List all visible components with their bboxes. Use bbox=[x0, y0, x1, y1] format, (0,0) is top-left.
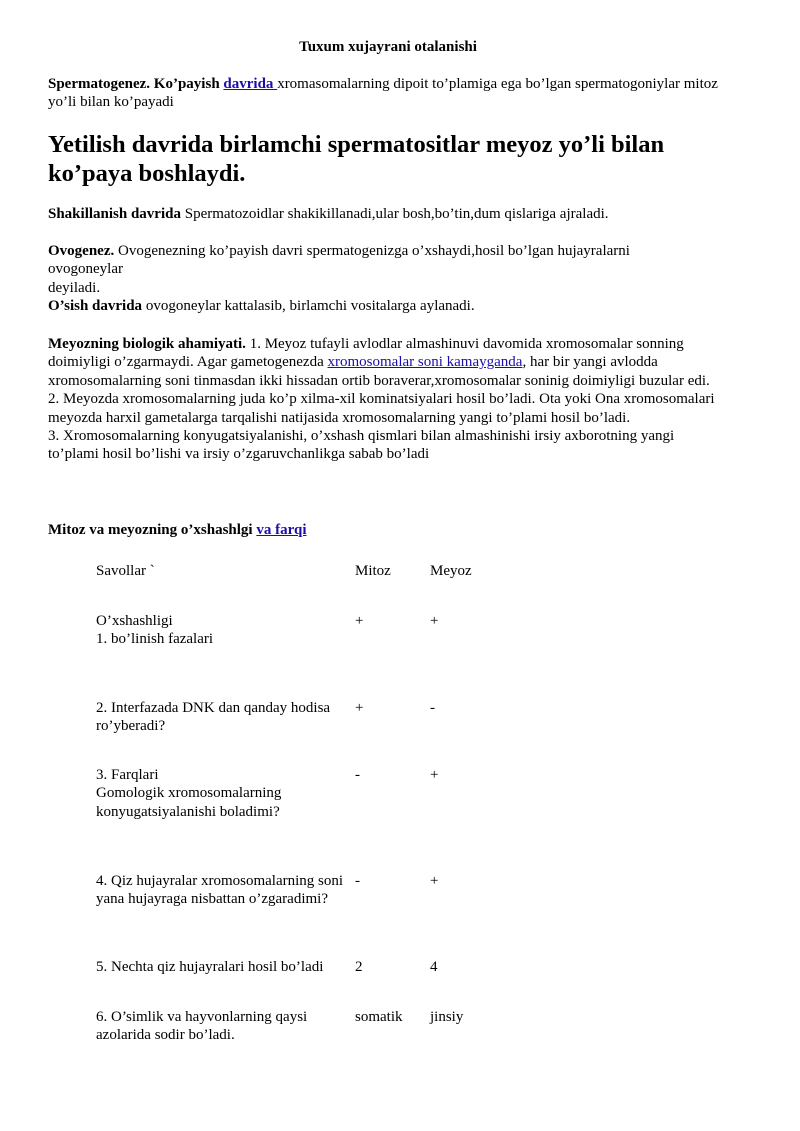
table-cell-meyoz: 4 bbox=[430, 959, 438, 975]
table-row bbox=[96, 1008, 520, 1048]
paragraph-text-line2: deyiladi. bbox=[48, 279, 101, 296]
paragraph-spermatogenez bbox=[48, 75, 728, 112]
section-heading: Yetilish davrida birlamchi spermatositlar meyoz yo’li bilan ko’paya boshlaydi. bbox=[48, 131, 665, 187]
paragraph-bold: Meyozning biologik ahamiyati. bbox=[48, 336, 246, 352]
table-row bbox=[96, 612, 520, 699]
table-cell-mitoz: + bbox=[355, 613, 364, 629]
cell-text: Gomologik xromosomalarning konyugatsiyalanishi boladimi? bbox=[96, 785, 282, 820]
table-header-row bbox=[96, 562, 520, 612]
section-mitoz-meyoz bbox=[48, 521, 728, 539]
table-header-cell: Meyoz bbox=[430, 563, 472, 579]
table-cell-question: 5. Nechta qiz hujayralari hosil bo’ladi bbox=[96, 959, 324, 975]
table-cell-question bbox=[96, 766, 355, 872]
table-row bbox=[96, 699, 520, 766]
va-farqi-link[interactable]: va farqi bbox=[256, 522, 307, 538]
paragraph-bold: O’sish davrida bbox=[48, 298, 143, 314]
table-header-cell: Mitoz bbox=[355, 563, 391, 579]
paragraph-meyoz-ahamiyati bbox=[48, 335, 728, 464]
table-row bbox=[96, 766, 520, 872]
xromosomalar-link[interactable]: xromosomalar soni kamayganda bbox=[327, 354, 523, 371]
comparison-table bbox=[96, 562, 520, 1048]
table-cell-meyoz: + bbox=[430, 873, 439, 889]
cell-text: O’xshashligi bbox=[96, 613, 173, 629]
paragraph-text: 1. Meyoz tufayli avlodlar almashinuvi davomida xromosomalar sonning doimiyligi o’zgarmaydi. Agar gametogenezda bbox=[48, 336, 684, 371]
paragraph-bold: Shakillanish davrida bbox=[48, 206, 181, 222]
table-cell-question bbox=[96, 612, 355, 699]
table-cell-question: 4. Qiz hujayralar xromosomalarning soni yana hujayraga nisbattan o’zgaradimi? bbox=[96, 873, 344, 908]
table-row bbox=[96, 958, 520, 1008]
paragraph-osish bbox=[48, 297, 728, 315]
paragraph-text: xromasomalarning dipoit to’plamiga ega bo’lgan spermatogoniylar mitoz yo’li bilan ko’payadi bbox=[48, 76, 718, 111]
paragraph-bold: Ovogenez. bbox=[48, 243, 115, 259]
table-cell-mitoz: + bbox=[355, 700, 364, 716]
paragraph-text: Spermatozoidlar shakikillanadi,ular bosh,bo’tin,dum qislariga ajraladi. bbox=[180, 206, 609, 222]
table-row bbox=[96, 872, 520, 958]
paragraph-point-3: 3. Xromosomalarning konyugatsiyalanishi, o’xshash qismlari bilan almashinishi irsiy axborotning yangi to’plami hosil bo’lishi va irsiy o’zgaruvchanlikga sabab bo’ladi bbox=[48, 428, 675, 463]
table-cell-mitoz: somatik bbox=[355, 1009, 403, 1025]
cell-text: 3. Farqlari bbox=[96, 767, 159, 783]
table-cell-question: 2. Interfazada DNK dan qanday hodisa ro’yberadi? bbox=[96, 700, 331, 735]
paragraph-text: Ovogenezning ko’payish davri spermatogenizga o’xshaydi,hosil bo’lgan hujayralarni ovogoneylar bbox=[48, 243, 630, 278]
table-cell-mitoz: - bbox=[355, 873, 360, 889]
paragraph-text: ovogoneylar kattalasib, birlamchi vositalarga aylanadi. bbox=[142, 298, 475, 314]
table-cell-question: 6. O’simlik va hayvonlarning qaysi azolarida sodir bo’ladi. bbox=[96, 1009, 308, 1044]
table-cell-mitoz: - bbox=[355, 767, 360, 783]
paragraph-text: , har bir yangi avlodda xromosomalarning soni tinmasdan ikki hissadan ortib boraverar,xromosomalar soninig doimiyligi buzular edi. bbox=[48, 354, 710, 389]
document-title: Tuxum xujayrani otalanishi bbox=[299, 39, 477, 55]
table-cell-meyoz: - bbox=[430, 700, 435, 716]
paragraph-shakillanish bbox=[48, 205, 728, 223]
cell-text: 1. bo’linish fazalari bbox=[96, 631, 214, 648]
paragraph-ovogenez bbox=[48, 242, 688, 297]
paragraph-point-2: 2. Meyozda xromosomalarning juda ko’p xilma-xil kominatsiyalari hosil bo’ladi. Ota yoki Ona xromosomalari meyozda harxil gametalarga tarqalishi natijasida xromosomalarning yangi to’plami hosil bo’ladi. bbox=[48, 391, 715, 426]
paragraph-bold: Mitoz va meyozning o’xshashlgi bbox=[48, 522, 257, 538]
davrida-link[interactable]: davrida bbox=[223, 76, 278, 92]
table-cell-mitoz: 2 bbox=[355, 959, 363, 975]
paragraph-bold: Spermatogenez. Ko’payish bbox=[48, 76, 224, 92]
table-header-cell: Savollar ` bbox=[96, 563, 155, 579]
table-cell-meyoz: jinsiy bbox=[430, 1009, 464, 1025]
table-cell-meyoz: + bbox=[430, 767, 439, 783]
table-cell-meyoz: + bbox=[430, 613, 439, 629]
